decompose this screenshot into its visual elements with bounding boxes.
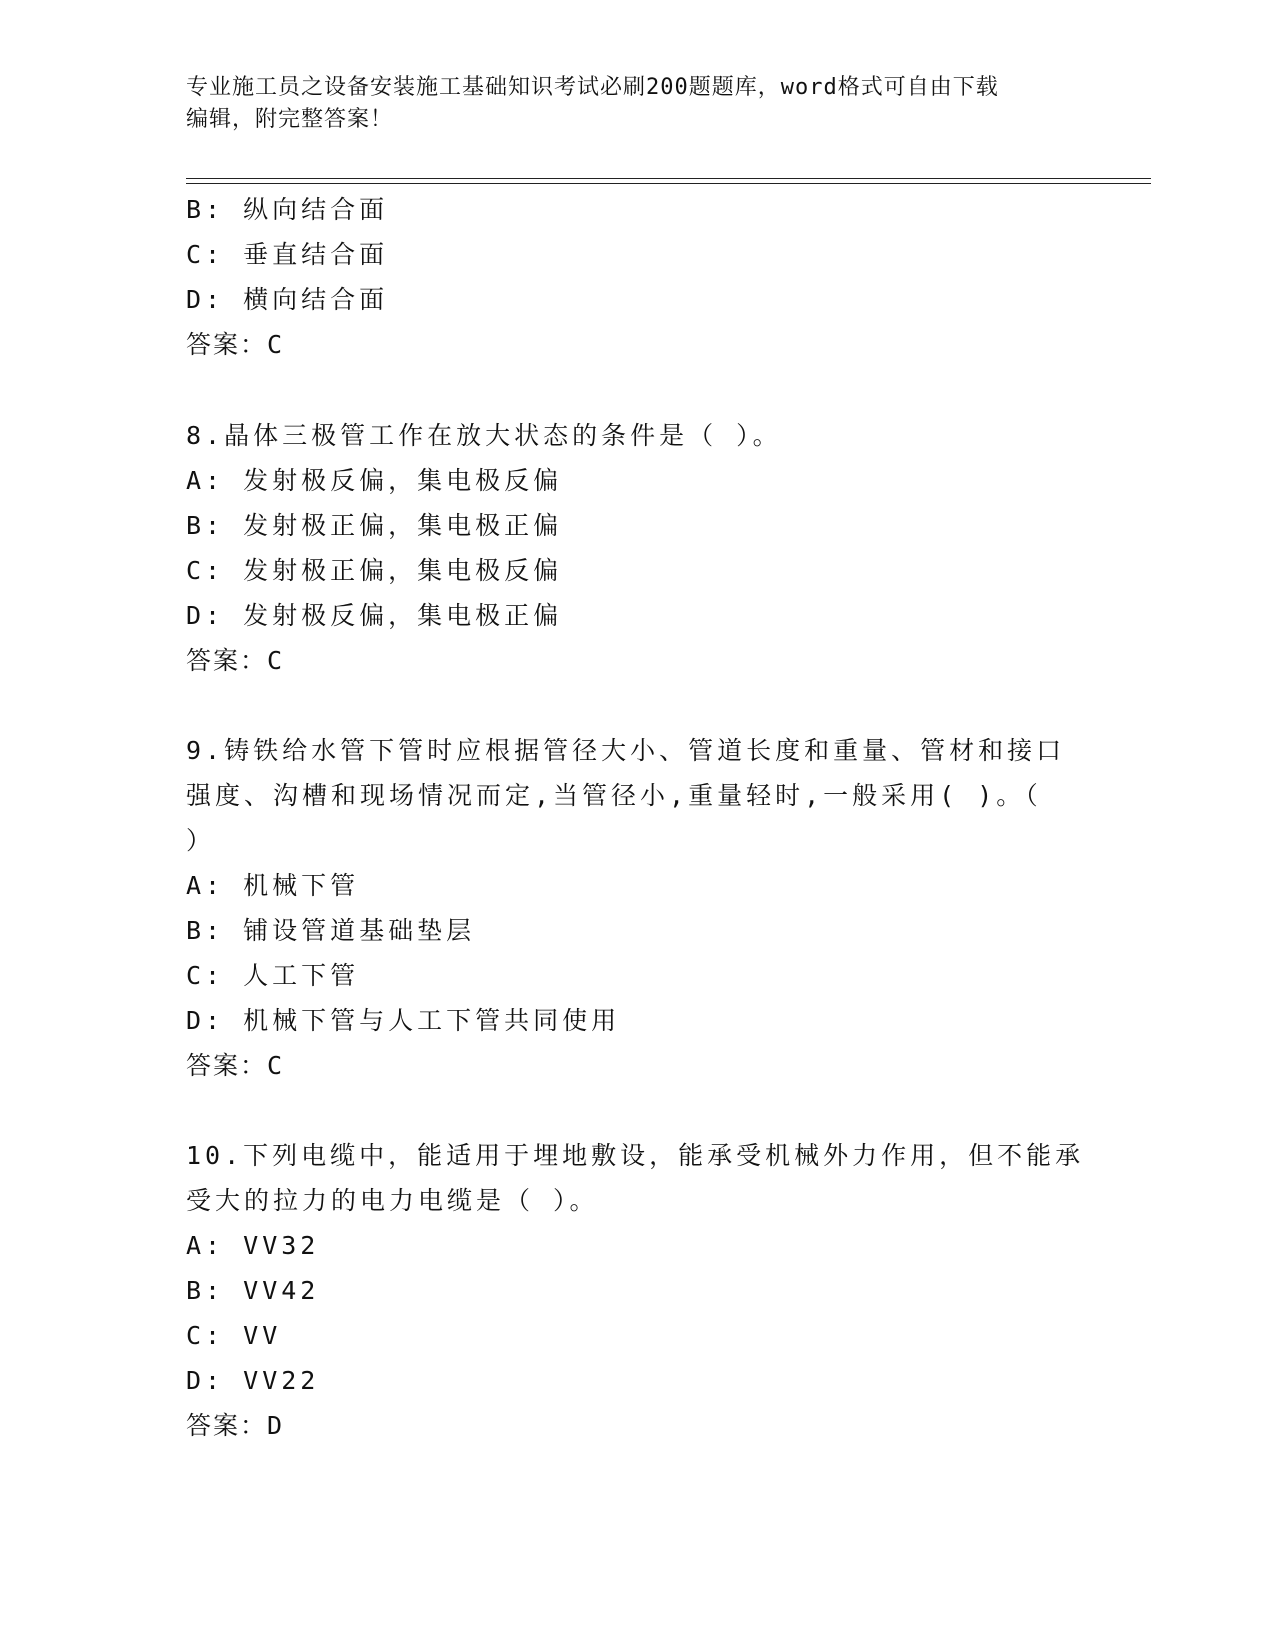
q7-option-c: C: 垂直结合面 — [186, 240, 389, 269]
q8-option-b: B: 发射极正偏，集电极正偏 — [186, 511, 563, 540]
q9-option-b: B: 铺设管道基础垫层 — [186, 916, 476, 945]
q9-stem-line-3: ） — [186, 826, 216, 855]
q9-option-c: C: 人工下管 — [186, 961, 360, 990]
q10-answer: 答案：D — [186, 1411, 285, 1440]
q10-option-a: A: VV32 — [186, 1231, 320, 1260]
q8-answer: 答案：C — [186, 646, 285, 675]
q8-stem: 8.晶体三极管工作在放大状态的条件是（ ）。 — [186, 421, 782, 450]
header-rule-top — [186, 178, 1151, 179]
q9-answer: 答案：C — [186, 1051, 285, 1080]
q7-option-d: D: 横向结合面 — [186, 285, 389, 314]
header-line-2: 编辑，附完整答案！ — [186, 107, 394, 132]
q8-option-d: D: 发射极反偏，集电极正偏 — [186, 601, 563, 630]
q10-stem-line-2: 受大的拉力的电力电缆是（ ）。 — [186, 1186, 599, 1215]
header-line-1: 专业施工员之设备安装施工基础知识考试必刷200题题库，word格式可自由下载 — [186, 75, 999, 100]
q10-option-b: B: VV42 — [186, 1276, 320, 1305]
q9-option-a: A: 机械下管 — [186, 871, 360, 900]
q9-stem-line-1: 9.铸铁给水管下管时应根据管径大小、管道长度和重量、管材和接口 — [186, 736, 1066, 765]
q9-option-d: D: 机械下管与人工下管共同使用 — [186, 1006, 621, 1035]
q8-option-c: C: 发射极正偏，集电极反偏 — [186, 556, 563, 585]
q9-stem-line-2: 强度、沟槽和现场情况而定,当管径小,重量轻时,一般采用( )。（ — [186, 781, 1042, 810]
q10-option-c: C: VV — [186, 1321, 282, 1350]
q7-option-b: B: 纵向结合面 — [186, 195, 389, 224]
q7-answer: 答案：C — [186, 330, 285, 359]
header-rule-bottom — [186, 183, 1151, 184]
q10-stem-line-1: 10.下列电缆中，能适用于埋地敷设，能承受机械外力作用，但不能承 — [186, 1141, 1085, 1170]
document-header — [186, 72, 1066, 136]
q10-option-d: D: VV22 — [186, 1366, 320, 1395]
q8-option-a: A: 发射极反偏，集电极反偏 — [186, 466, 563, 495]
